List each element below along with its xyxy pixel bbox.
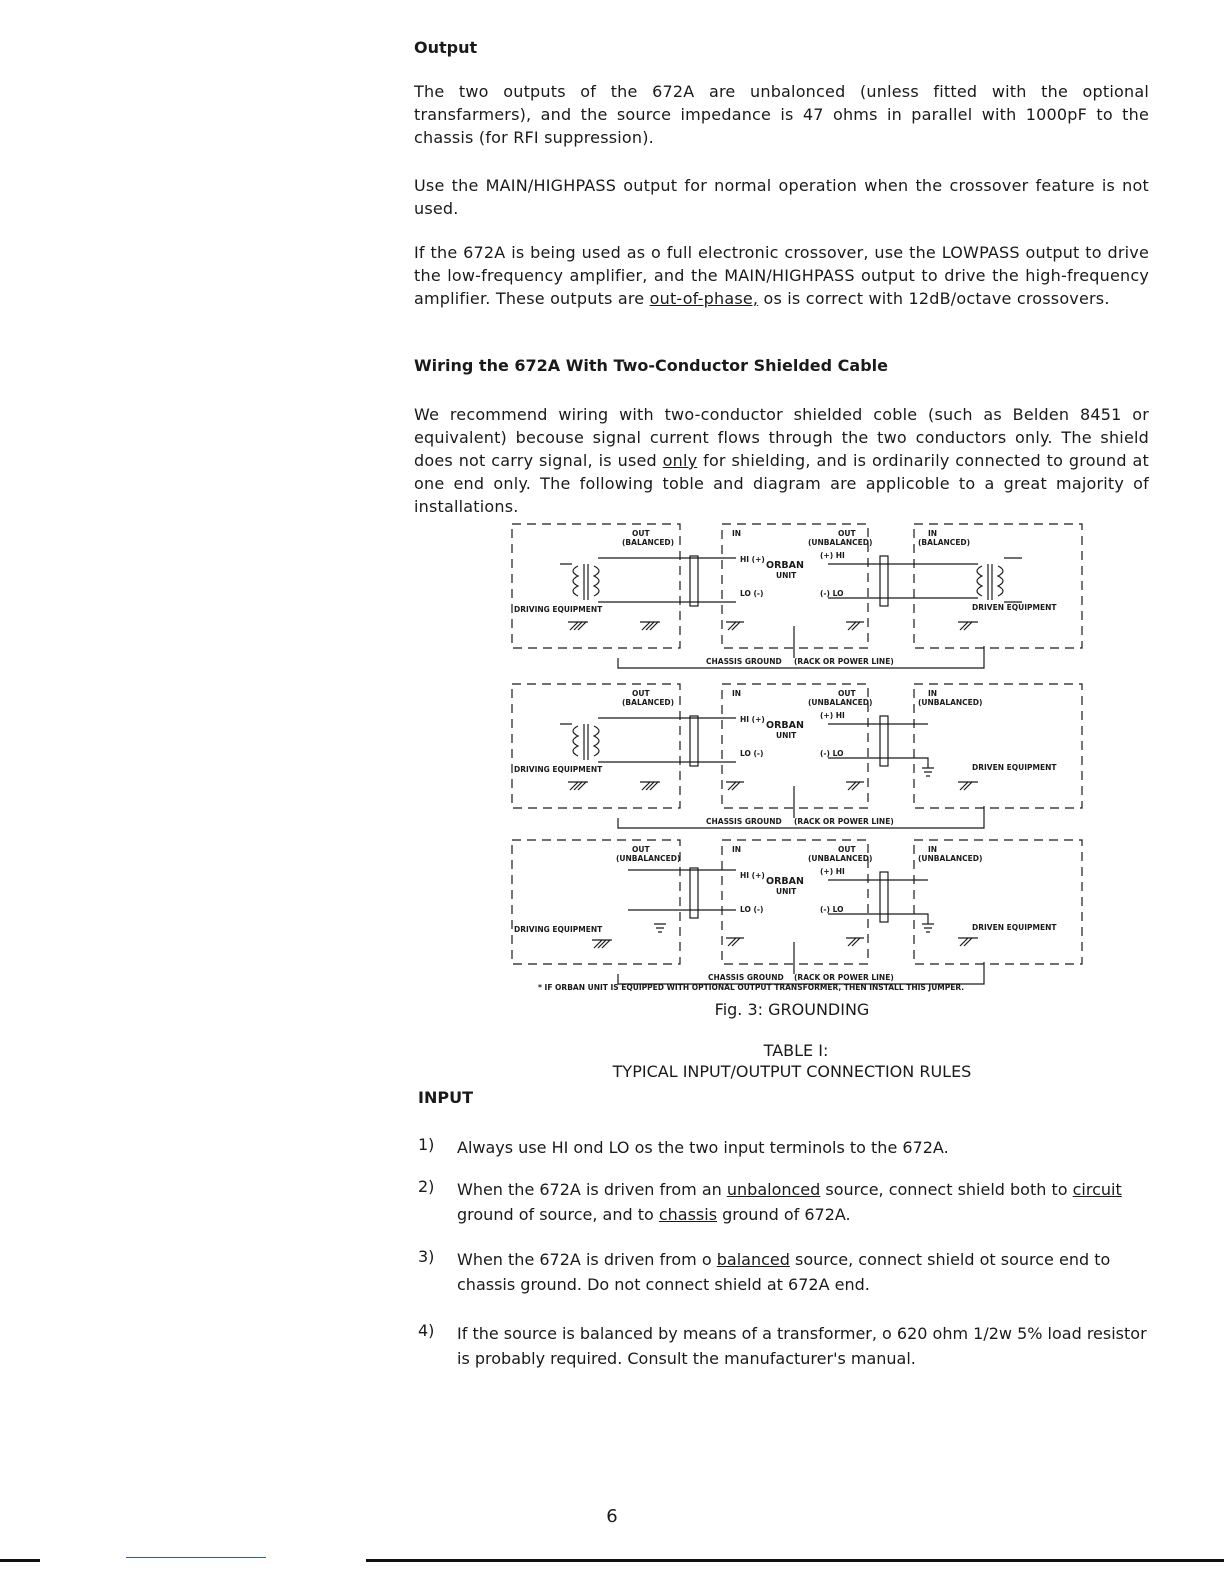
hi-in-label: HI (+)	[740, 555, 765, 564]
rack-label: (RACK OR POWER LINE)	[794, 817, 894, 826]
rack-label: (RACK OR POWER LINE)	[794, 973, 894, 982]
rule-text: If the source is balanced by means of a transformer, o 620 ohm 1/2w 5% load resistor is probably required. Consult the manufacturer's manual.	[457, 1324, 1147, 1368]
left-out-label: OUT	[632, 689, 650, 698]
output-p3-a: If the 672A is being used as o full electronic crossover, use the LOWPASS output to drive the low-frequency amplifier, and the MAIN/HIGHPASS output to drive the high-frequency amplifier. These outputs are	[414, 243, 1149, 308]
mid-out-label: OUT	[838, 529, 856, 538]
left-out-label: OUT	[632, 845, 650, 854]
mid-in-label: IN	[732, 689, 742, 698]
rule-3-b: source, connect shield ot source end to chassis ground. Do not connect shield at 672A end.	[457, 1250, 1111, 1294]
hi-in-label: HI (+)	[740, 871, 765, 880]
mid-out-label: OUT	[838, 689, 856, 698]
ground-symbols-icon	[568, 782, 978, 790]
rule-text: Always use HI ond LO os the two input terminols to the 672A.	[457, 1138, 949, 1157]
diagram-panel-3	[512, 840, 1082, 984]
left-type-label: (BALANCED)	[622, 538, 675, 547]
scan-edge-line	[0, 1559, 40, 1562]
rule-2-u2: circuit	[1072, 1180, 1122, 1199]
scan-edge-line	[366, 1559, 1224, 1562]
rule-2-a: When the 672A is driven from an	[457, 1180, 727, 1199]
mid-type-label: (UNBALANCED)	[808, 854, 873, 863]
jumper-footnote: * IF ORBAN UNIT IS EQUIPPED WITH OPTIONAL OUTPUT TRANSFORMER, THEN INSTALL THIS JUMPER.	[538, 983, 965, 992]
right-in-label: IN	[928, 689, 938, 698]
ground-symbols-icon	[568, 622, 978, 630]
left-type-label: (BALANCED)	[622, 698, 675, 707]
right-in-label: IN	[928, 529, 938, 538]
mid-in-label: IN	[732, 845, 742, 854]
unit-label: UNIT	[776, 887, 797, 896]
signal-wires	[560, 716, 984, 828]
output-p3-underline: out-of-phase,	[649, 289, 759, 308]
rule-number: 2)	[418, 1177, 435, 1196]
rule-3	[418, 1247, 1158, 1297]
driven-label: DRIVEN EQUIPMENT	[972, 603, 1057, 612]
hi-in-label: HI (+)	[740, 715, 765, 724]
grounding-diagram	[508, 518, 1090, 996]
output-p2-text: Use the MAIN/HIGHPASS output for normal operation when the crossover feature is not used.	[414, 176, 1149, 218]
rule-2-u3: chassis	[658, 1205, 718, 1224]
right-type-label: (UNBALANCED)	[918, 698, 983, 707]
lo-out-label: (-) LO	[820, 905, 844, 914]
rule-number: 4)	[418, 1321, 435, 1340]
left-out-label: OUT	[632, 529, 650, 538]
table-subtitle: TYPICAL INPUT/OUTPUT CONNECTION RULES	[612, 1062, 972, 1081]
table-title: TABLE I:	[763, 1041, 829, 1060]
lo-in-label: LO (-)	[740, 905, 764, 914]
chassis-label: CHASSIS GROUND	[706, 817, 782, 826]
output-paragraph-3	[414, 241, 1149, 310]
left-type-label: (UNBALANCED)	[616, 854, 681, 863]
rule-1	[418, 1135, 1158, 1160]
mid-in-label: IN	[732, 529, 742, 538]
rule-3-a: When the 672A is driven from o	[457, 1250, 717, 1269]
transformer-right-icon	[977, 564, 1003, 600]
driven-label: DRIVEN EQUIPMENT	[972, 923, 1057, 932]
driven-label: DRIVEN EQUIPMENT	[972, 763, 1057, 772]
rule-2-d: ground of 672A.	[717, 1205, 851, 1224]
rule-2-u1: unbalonced	[726, 1180, 821, 1199]
lo-in-label: LO (-)	[740, 749, 764, 758]
wiring-p-b: for shielding, and is ordinarily connected to ground at one end only. The following toble and diagram are applicoble to a great majority of installations.	[414, 451, 1149, 516]
transformer-left-icon	[573, 564, 599, 600]
output-heading: Output	[414, 38, 478, 57]
diagram-panel-1	[512, 524, 1082, 668]
hi-out-label: (+) HI	[820, 551, 845, 560]
lo-in-label: LO (-)	[740, 589, 764, 598]
wiring-section	[414, 356, 1149, 375]
wiring-p-underline: only	[662, 451, 698, 470]
mid-type-label: (UNBALANCED)	[808, 538, 873, 547]
output-paragraph-1	[414, 80, 1149, 149]
rule-2-b: source, connect shield both to	[820, 1180, 1073, 1199]
rule-3-u1: balanced	[716, 1250, 790, 1269]
input-section-heading: INPUT	[418, 1088, 473, 1107]
wiring-heading: Wiring the 672A With Two-Conductor Shielded Cable	[414, 356, 888, 375]
lo-out-label: (-) LO	[820, 749, 844, 758]
rule-number: 3)	[418, 1247, 435, 1266]
ground-symbols-icon	[592, 938, 978, 948]
rule-4	[418, 1321, 1158, 1371]
right-type-label: (BALANCED)	[918, 538, 971, 547]
chassis-label: CHASSIS GROUND	[706, 657, 782, 666]
grounding-diagram-svg	[508, 518, 1090, 996]
rack-label: (RACK OR POWER LINE)	[794, 657, 894, 666]
hi-out-label: (+) HI	[820, 711, 845, 720]
lo-out-label: (-) LO	[820, 589, 844, 598]
wiring-p-a: We recommend wiring with two-conductor shielded coble (such as Belden 8451 or equivalent) becouse signal current flows through the two conductors only. The shield does not carry signal, is used	[414, 405, 1149, 470]
right-type-label: (UNBALANCED)	[918, 854, 983, 863]
driving-label: DRIVING EQUIPMENT	[514, 765, 603, 774]
unit-label: UNIT	[776, 571, 797, 580]
diagram-panel-2	[512, 684, 1082, 828]
driving-label: DRIVING EQUIPMENT	[514, 605, 603, 614]
page-number: 6	[606, 1506, 618, 1527]
figure-caption: Fig. 3: GROUNDING	[714, 1000, 870, 1019]
mid-out-label: OUT	[838, 845, 856, 854]
rule-text	[457, 1247, 1158, 1297]
driving-label: DRIVING EQUIPMENT	[514, 925, 603, 934]
output-section	[414, 38, 1149, 57]
scan-edge-mark	[126, 1557, 266, 1558]
output-p3-b: os is correct with 12dB/octave crossovers.	[758, 289, 1110, 308]
rule-number: 1)	[418, 1135, 435, 1154]
transformer-left-icon	[573, 724, 599, 760]
orban-label: ORBAN	[766, 560, 804, 571]
unit-label: UNIT	[776, 731, 797, 740]
rule-2	[418, 1177, 1158, 1227]
wiring-paragraph	[414, 403, 1149, 518]
chassis-label: CHASSIS GROUND	[708, 973, 784, 982]
orban-label: ORBAN	[766, 876, 804, 887]
rule-2-c: ground of source, and to	[457, 1205, 659, 1224]
hi-out-label: (+) HI	[820, 867, 845, 876]
right-in-label: IN	[928, 845, 938, 854]
orban-label: ORBAN	[766, 720, 804, 731]
output-paragraph-2	[414, 174, 1149, 220]
rule-text	[457, 1177, 1158, 1227]
output-p1-text: The two outputs of the 672A are unbalonced (unless fitted with the optional transfarmers), and the source impedance is 47 ohms in parallel with 1000pF to the chassis (for RFI suppression).	[414, 82, 1149, 147]
mid-type-label: (UNBALANCED)	[808, 698, 873, 707]
